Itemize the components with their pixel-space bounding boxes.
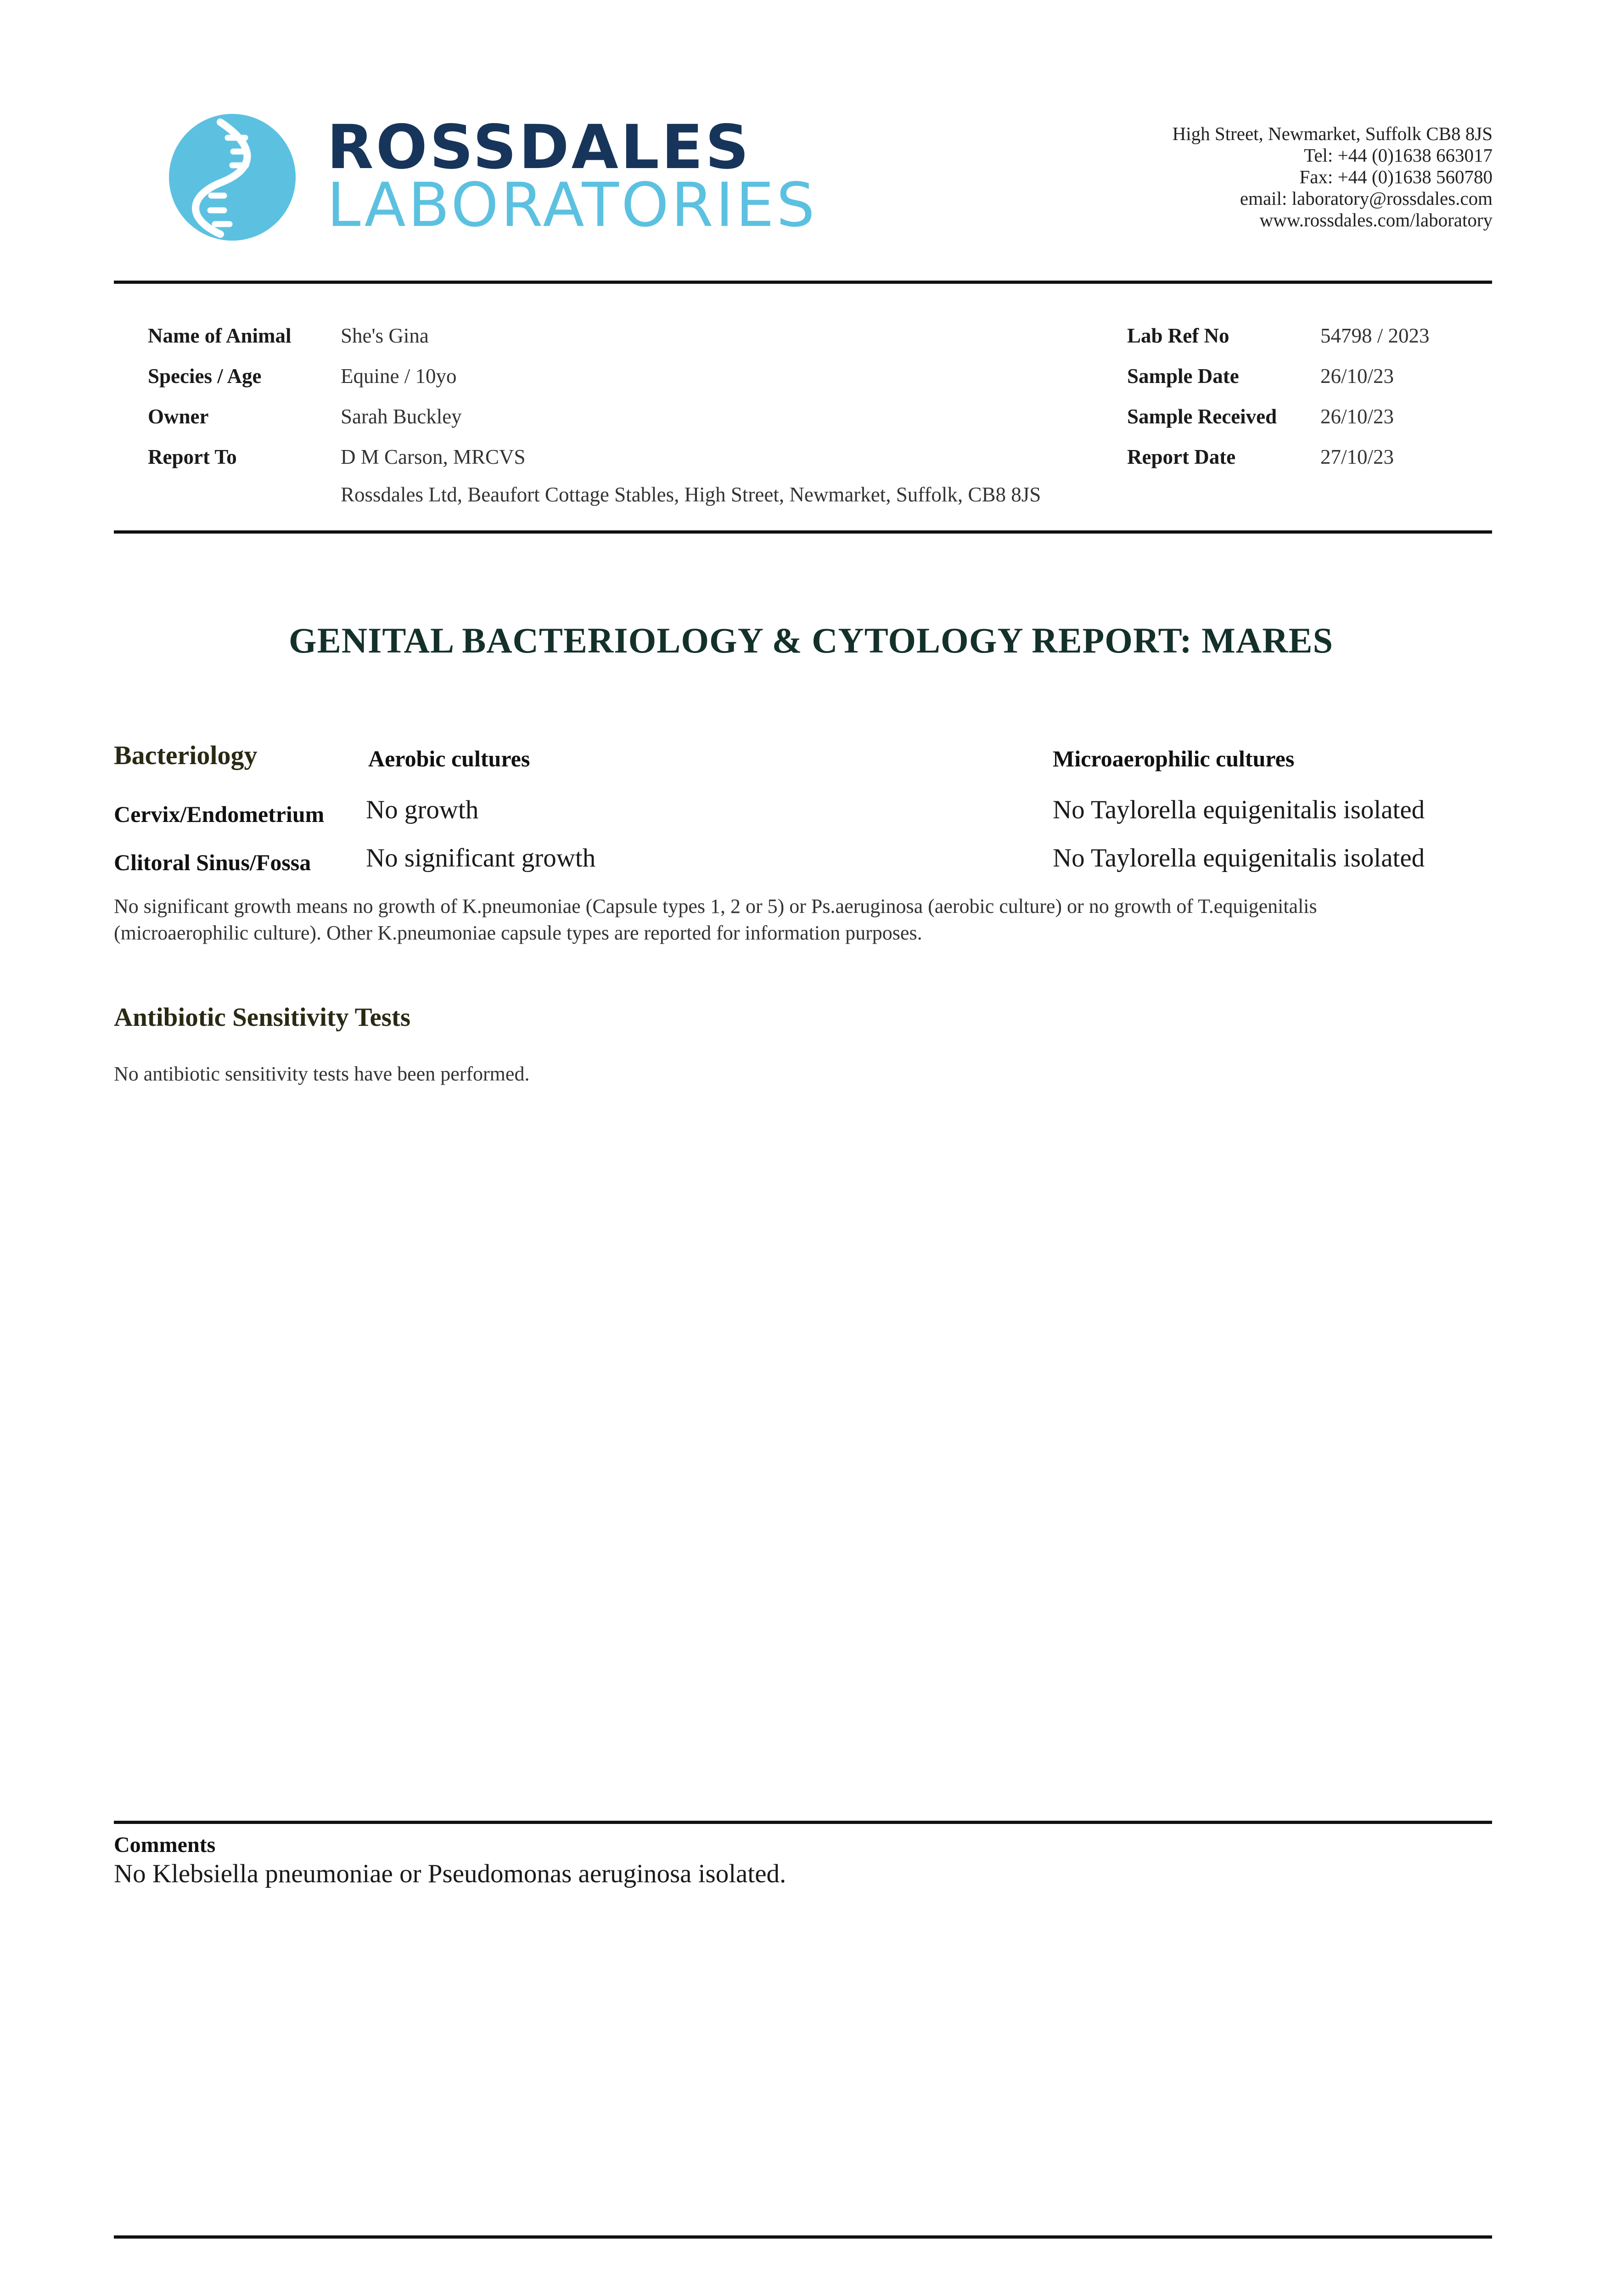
lab-ref-label: Lab Ref No xyxy=(1127,324,1229,347)
report-date-value: 27/10/23 xyxy=(1320,445,1394,468)
brand-name-line1: ROSSDALES xyxy=(327,112,752,183)
antibiotic-heading: Antibiotic Sensitivity Tests xyxy=(114,1003,411,1032)
report-to-value: D M Carson, MRCVS xyxy=(341,445,526,468)
dna-icon xyxy=(169,114,296,241)
bacteriology-note-line2: (microaerophilic culture). Other K.pneumoniae capsule types are reported for information purposes. xyxy=(114,922,922,944)
header-divider xyxy=(114,281,1492,284)
species-age-label: Species / Age xyxy=(148,365,262,388)
contact-website[interactable]: www.rossdales.com/laboratory xyxy=(1259,209,1493,231)
contact-tel: Tel: +44 (0)1638 663017 xyxy=(1304,145,1493,166)
comments-label: Comments xyxy=(114,1833,216,1857)
contact-email[interactable]: email: laboratory@rossdales.com xyxy=(1240,188,1493,209)
clitoral-micro-result: No Taylorella equigenitalis isolated xyxy=(1053,844,1425,872)
name-of-animal-label: Name of Animal xyxy=(148,324,292,347)
report-date-label: Report Date xyxy=(1127,445,1236,468)
antibiotic-text: No antibiotic sensitivity tests have been performed. xyxy=(114,1063,530,1085)
species-age-value: Equine / 10yo xyxy=(341,365,457,388)
logo-mark xyxy=(169,114,296,241)
lab-ref-value: 54798 / 2023 xyxy=(1320,324,1430,347)
clitoral-sinus-label: Clitoral Sinus/Fossa xyxy=(114,850,311,875)
comments-divider xyxy=(114,1821,1492,1824)
sample-date-value: 26/10/23 xyxy=(1320,365,1394,388)
bacteriology-heading: Bacteriology xyxy=(114,740,258,770)
contact-address: High Street, Newmarket, Suffolk CB8 8JS xyxy=(1172,123,1493,144)
cervix-endometrium-label: Cervix/Endometrium xyxy=(114,801,325,827)
sample-date-label: Sample Date xyxy=(1127,365,1239,388)
name-of-animal-value: She's Gina xyxy=(341,324,429,347)
contact-block xyxy=(1173,123,1493,231)
footer-divider xyxy=(114,2235,1492,2239)
comments-text: No Klebsiella pneumoniae or Pseudomonas aeruginosa isolated. xyxy=(114,1859,786,1888)
brand-name-line2: LABORATORIES xyxy=(327,170,817,241)
report-to-address: Rossdales Ltd, Beaufort Cottage Stables, High Street, Newmarket, Suffolk, CB8 8JS xyxy=(341,483,1041,506)
cervix-micro-result: No Taylorella equigenitalis isolated xyxy=(1053,795,1425,824)
sample-received-label: Sample Received xyxy=(1127,405,1277,428)
cervix-aerobic-result: No growth xyxy=(366,795,479,824)
aerobic-cultures-heading: Aerobic cultures xyxy=(368,746,530,771)
bacteriology-note-line1: No significant growth means no growth of K.pneumoniae (Capsule types 1, 2 or 5) or Ps.aeruginosa (aerobic culture) or no growth of T.equigenitalis xyxy=(114,895,1317,917)
clitoral-aerobic-result: No significant growth xyxy=(366,844,596,872)
info-divider xyxy=(114,530,1492,534)
owner-label: Owner xyxy=(148,405,209,428)
owner-value: Sarah Buckley xyxy=(341,405,462,428)
sample-received-value: 26/10/23 xyxy=(1320,405,1394,428)
report-title: GENITAL BACTERIOLOGY & CYTOLOGY REPORT: MARES xyxy=(289,620,1333,660)
microaerophilic-cultures-heading: Microaerophilic cultures xyxy=(1053,746,1295,771)
report-to-label: Report To xyxy=(148,445,237,468)
bacteriology-note xyxy=(114,893,1496,946)
contact-fax: Fax: +44 (0)1638 560780 xyxy=(1299,166,1493,187)
